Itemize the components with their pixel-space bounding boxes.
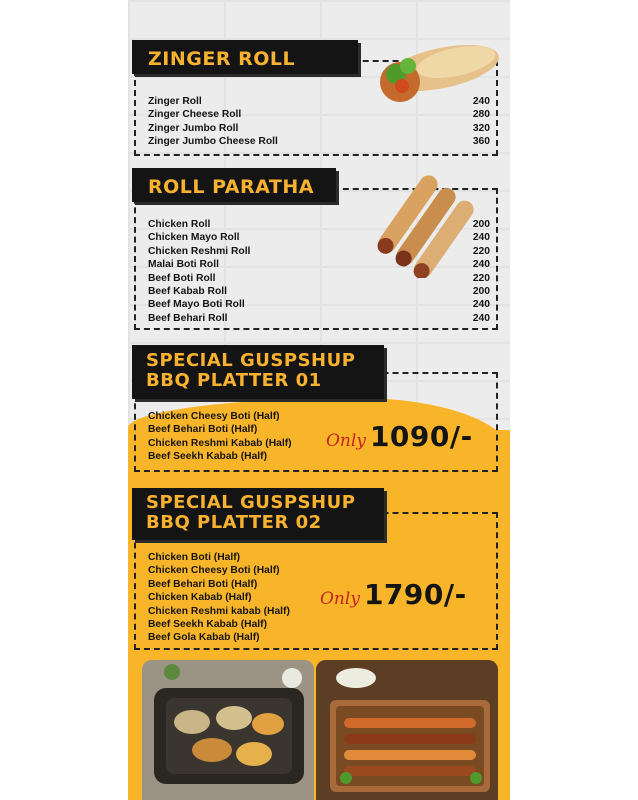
item-name: Chicken Mayo Roll [148,232,240,244]
item-price: 240 [472,299,490,311]
platter-item: Beef Behari Boti (Half) [148,578,258,590]
platter-02-title-line1: SPECIAL GUSPSHUP [146,492,356,513]
platter-01-title-line1: SPECIAL GUSPSHUP [146,350,356,371]
item-price: 240 [472,312,490,324]
platter-item: Beef Seekh Kabab (Half) [148,451,268,463]
platter-01-price-tag [326,420,473,453]
item-name: Beef Kabab Roll [148,285,227,297]
menu-item-row [148,245,490,258]
platter-item: Chicken Kabab (Half) [148,592,252,604]
roll-paratha-banner [132,168,336,202]
menu-item-row [148,231,490,244]
item-price: 240 [472,232,490,244]
menu-item-row [148,258,490,271]
menu-item-row [148,298,490,311]
only-label: Only [320,589,360,609]
item-name: Zinger Jumbo Cheese Roll [148,136,278,148]
item-price: 240 [472,96,490,107]
platter-01-items [148,410,292,464]
roll-paratha-items [148,218,490,325]
only-label: Only [326,431,366,451]
zinger-roll-banner [132,40,358,74]
platter-02-title-line2: BBQ PLATTER 02 [146,512,322,533]
item-name: Zinger Jumbo Roll [148,122,239,134]
platter-item: Beef Gola Kabab (Half) [148,632,260,644]
bbq-photo-right [316,660,498,800]
menu-item-row [148,135,490,148]
menu-item-row [148,285,490,298]
platter-item: Beef Behari Boti (Half) [148,424,258,436]
item-price: 200 [472,285,490,297]
item-price: 240 [472,259,490,271]
platter-02-banner [132,488,384,540]
menu-item-row [148,272,490,285]
menu-item-row [148,218,490,231]
item-price: 200 [472,219,490,230]
item-name: Malai Boti Roll [148,259,219,271]
menu-item-row [148,312,490,325]
item-price: 220 [472,245,490,257]
roll-paratha-title: ROLL PARATHA [148,176,314,198]
platter-02-price: 1790/- [363,578,467,611]
platter-item: Chicken Cheesy Boti (Half) [148,565,280,577]
item-price: 320 [472,122,490,134]
item-name: Beef Boti Roll [148,272,216,284]
bbq-photo-left [142,660,314,800]
item-price: 280 [472,109,490,121]
zinger-roll-items [148,95,490,149]
item-name: Beef Mayo Boti Roll [148,299,245,311]
menu-item-row [148,122,490,135]
item-price: 360 [472,136,490,148]
menu-item-row [148,108,490,121]
item-price: 220 [472,272,490,284]
menu-card [128,0,510,800]
item-name: Chicken Reshmi Roll [148,245,251,257]
item-name: Chicken Roll [148,219,211,230]
platter-01-title-line2: BBQ PLATTER 01 [146,370,322,391]
bbq-platter-left-image [142,660,314,800]
platter-item: Chicken Boti (Half) [148,552,241,563]
platter-item: Chicken Cheesy Boti (Half) [148,411,280,422]
platter-01-banner [132,345,384,399]
bbq-platter-right-image [316,660,498,800]
platter-02-price-tag [320,578,467,611]
platter-02-items [148,551,290,645]
platter-item: Chicken Reshmi kabab (Half) [148,605,290,617]
platter-item: Beef Seekh Kabab (Half) [148,618,268,630]
item-name: Zinger Roll [148,96,202,107]
menu-item-row [148,95,490,108]
item-name: Zinger Cheese Roll [148,109,242,121]
zinger-roll-title: ZINGER ROLL [148,48,296,70]
item-name: Beef Behari Roll [148,312,228,324]
platter-item: Chicken Reshmi Kabab (Half) [148,437,292,449]
platter-01-price: 1090/- [369,420,473,453]
zinger-roll-photo [366,26,502,106]
